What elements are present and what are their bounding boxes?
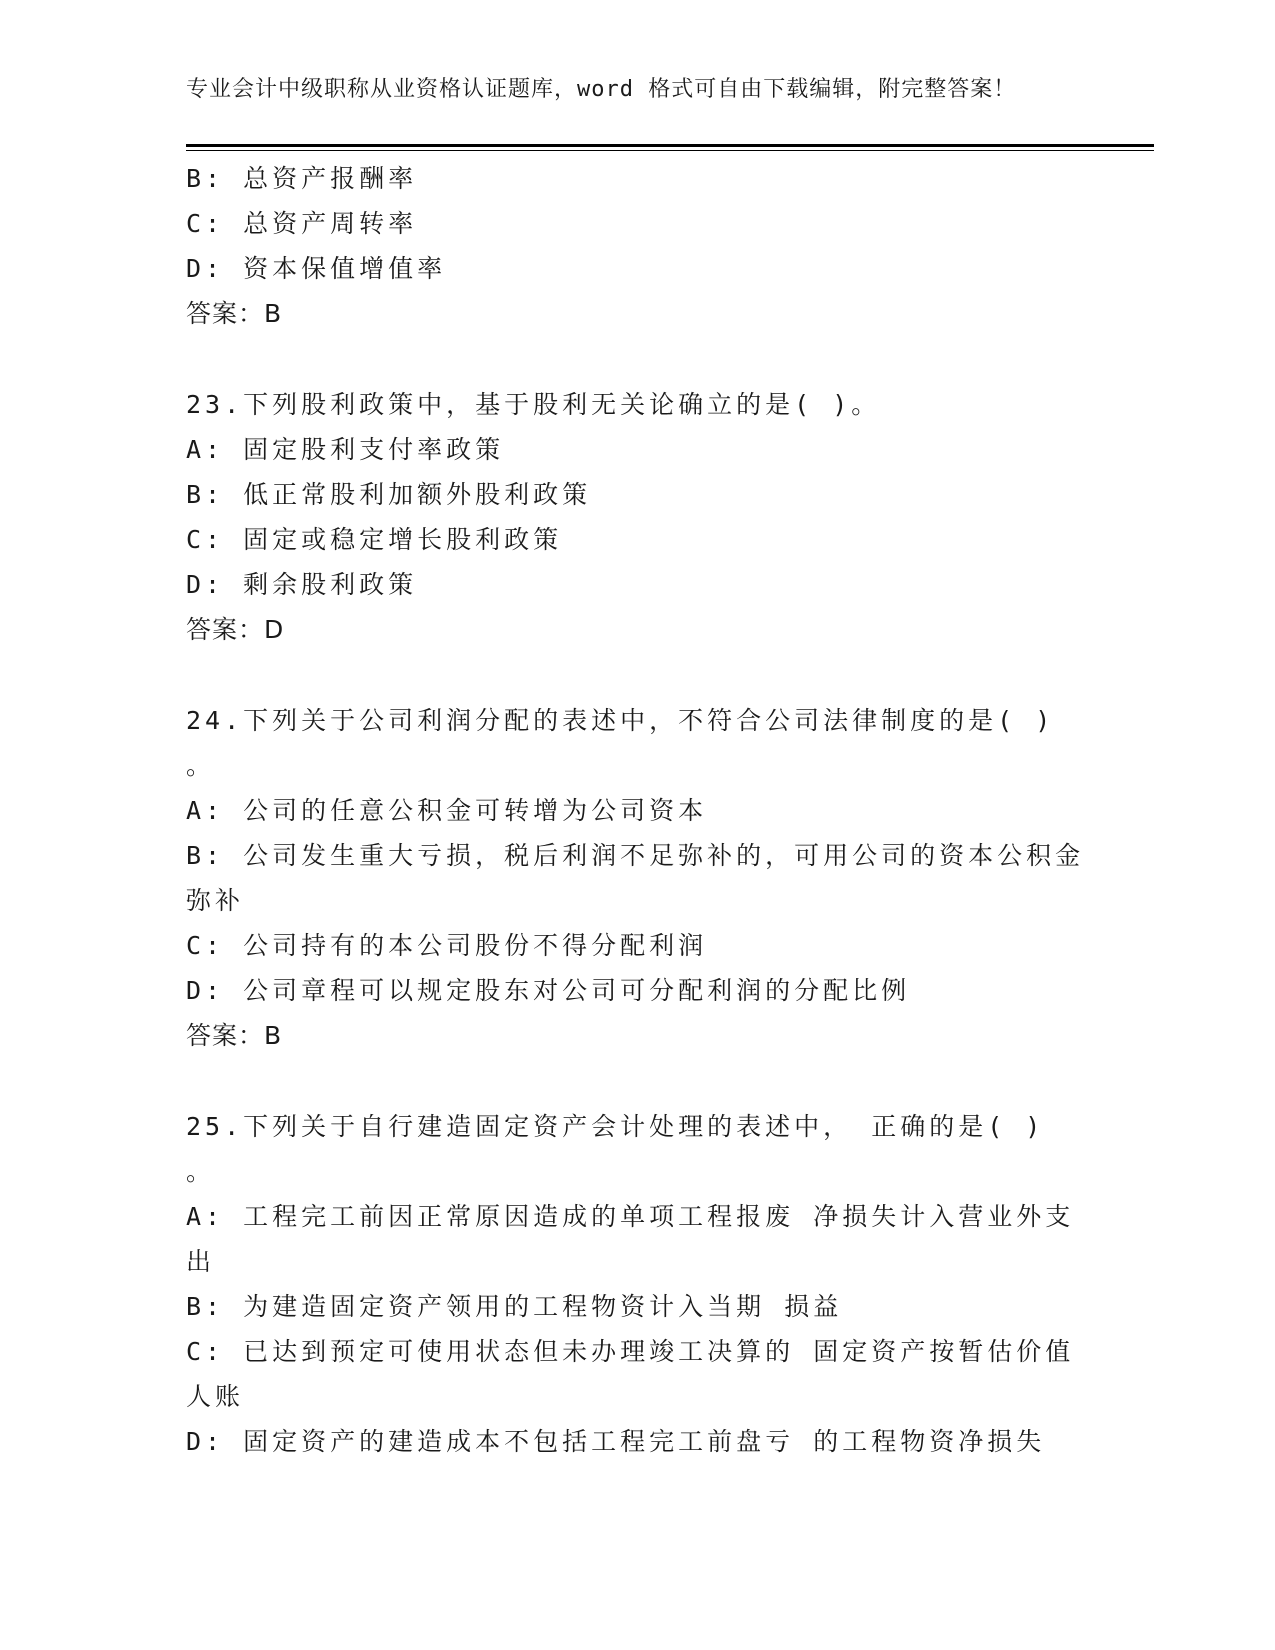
option-d: D: 剩余股利政策 [186, 570, 418, 599]
option-c: C: 已达到预定可使用状态但未办理竣工决算的 固定资产按暂估价值 [186, 1337, 1075, 1366]
question-22 [186, 156, 1086, 336]
option-c: C: 公司持有的本公司股份不得分配利润 [186, 931, 708, 960]
option-a-continuation: 出 [186, 1247, 216, 1276]
option-a: A: 工程完工前因正常原因造成的单项工程报废 净损失计入营业外支 [186, 1202, 1075, 1231]
option-b: B: 总资产报酬率 [186, 164, 418, 193]
option-b: B: 低正常股利加额外股利政策 [186, 480, 592, 509]
option-c-continuation: 人账 [186, 1382, 245, 1411]
question-text: 24.下列关于公司利润分配的表述中，不符合公司法律制度的是( ) [186, 706, 1055, 735]
header-rule-thin [186, 150, 1154, 151]
option-d: D: 资本保值增值率 [186, 254, 447, 283]
question-text-continuation: 。 [186, 751, 216, 780]
option-a: A: 公司的任意公积金可转增为公司资本 [186, 796, 708, 825]
question-text-continuation: 。 [186, 1157, 216, 1186]
question-25 [186, 1104, 1086, 1464]
header-rule-thick [186, 144, 1154, 147]
option-c: C: 固定或稳定增长股利政策 [186, 525, 563, 554]
question-24 [186, 698, 1086, 1058]
option-d: D: 公司章程可以规定股东对公司可分配利润的分配比例 [186, 976, 911, 1005]
page-header: 专业会计中级职称从业资格认证题库，word 格式可自由下载编辑，附完整答案！ [186, 77, 1017, 102]
question-text: 25.下列关于自行建造固定资产会计处理的表述中， 正确的是( ) [186, 1112, 1045, 1141]
option-b: B: 公司发生重大亏损，税后利润不足弥补的，可用公司的资本公积金 [186, 841, 1085, 870]
answer: 答案：B [186, 299, 283, 328]
option-a: A: 固定股利支付率政策 [186, 435, 505, 464]
option-b: B: 为建造固定资产领用的工程物资计入当期 损益 [186, 1292, 843, 1321]
question-text: 23.下列股利政策中，基于股利无关论确立的是( )。 [186, 390, 881, 419]
document-body [186, 156, 1086, 1464]
answer: 答案：D [186, 615, 285, 644]
option-b-continuation: 弥补 [186, 886, 245, 915]
option-c: C: 总资产周转率 [186, 209, 418, 238]
option-d: D: 固定资产的建造成本不包括工程完工前盘亏 的工程物资净损失 [186, 1427, 1046, 1456]
question-23 [186, 382, 1086, 652]
answer: 答案：B [186, 1021, 283, 1050]
